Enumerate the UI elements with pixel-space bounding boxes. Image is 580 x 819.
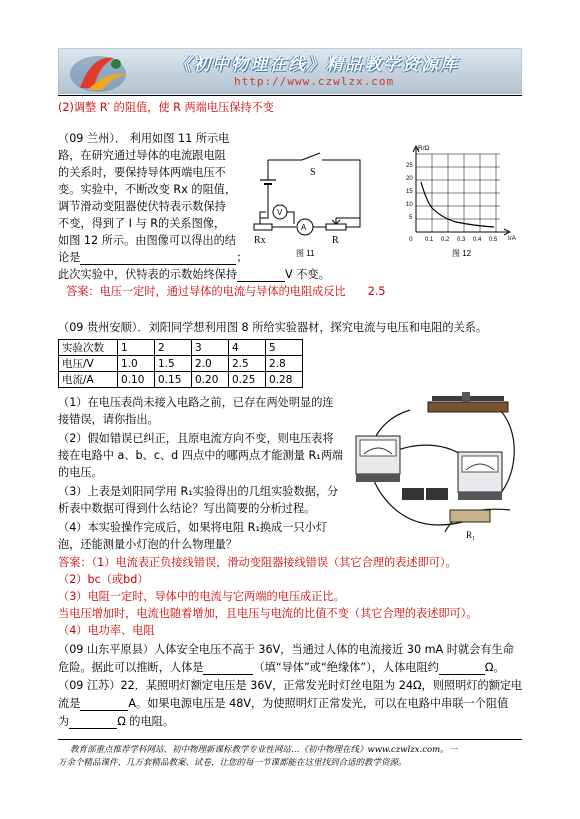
table-row [59,340,303,356]
table-row [59,372,303,388]
header-rule [58,95,522,96]
fig12-xtick: 0.4 [473,237,482,243]
q3-line-2 [58,661,505,675]
fig11-label-r: R [332,235,339,246]
table-cell: 0.20 [192,372,229,388]
q1-blank-conclusion[interactable] [80,252,236,265]
q3-prompt-mid: （填“导体”或“绝缘体”），人体电阻约 [253,661,439,674]
banner-title: 《初中物理在线》精品教学资源库 [174,55,459,75]
q2-data-table [58,339,303,388]
q3-blank-resistance[interactable] [439,662,485,675]
fig11-label-s: S [310,167,316,178]
q4-blank-resistance[interactable] [69,716,117,729]
fig12-caption: 图 12 [452,249,472,258]
q2-line: 接错误，请你指出。 [58,413,159,426]
fig12-xtick: 0.2 [441,237,450,243]
fig12-ylabel: R/Ω [418,145,430,152]
q2-line: 的电压。 [58,466,103,479]
table-cell: 2.8 [266,356,303,372]
fig12-ytick: 25 [406,163,413,169]
q2-line: 接在电路中 a、b、c、d 四点中的哪两点才能测量 R₁两端 [58,449,344,462]
table-cell: 4 [229,340,266,356]
q1-blank-voltage[interactable] [237,269,285,282]
q4-prompt-3: 为 [58,715,70,728]
table-cell: 0.25 [229,372,266,388]
q2-line: （2）假如错误已纠正，且原电流方向不变，则电压表将 [58,432,334,445]
q2-line: （1）在电压表尚未接入电路之前，已存在两处明显的连 [58,396,334,409]
q1-line: 不变，得到了 I 与 R的关系图像， [58,217,226,230]
table-cell: 0.15 [155,372,192,388]
table-cell: 3 [192,340,229,356]
q2-answer: 当电压增加时，电流也随着增加，且电压与电流的比值不变（其它合理的表述即可）。 [58,607,478,620]
footer-rule [58,739,522,740]
header-banner [58,48,522,94]
fig11-label-a: A [301,223,307,232]
q1-line-8 [58,251,248,265]
fig-label-r1: R₁ [466,530,476,540]
table-row-header: 电压/V [59,356,118,372]
q1-line: （09 兰州）． 利用如图 11 所示电 [58,132,230,145]
rheostat [428,392,508,412]
table-cell: 1.0 [118,356,155,372]
footer-line: 万余个精品课件、几万套精品教案、试卷，让您的每一节课都能在这里找到合适的教学资源。 [58,758,407,768]
q1-answer [66,285,386,299]
prev-item-text: (2)调整 R′ 的阻值，使 R 两端电压保持不变 [58,101,274,114]
banner-url[interactable]: http://www.czwlzx.com [234,75,395,88]
q1-line: 变。实验中，不断改变 Rx 的阻值， [58,183,237,196]
q4-unit: Ω 的电阻。 [117,715,175,728]
fig12-xtick: 0.3 [457,237,466,243]
table-cell: 5 [266,340,303,356]
q2-line: （3）上表是刘阳同学用 R₁实验得出的几组实验数据，分 [58,485,339,498]
q1-line: 路，在研究通过导体的电流跟电阻 [58,149,226,162]
q1-line: 如图 12 所示。由图像可以得出的结 [58,234,236,247]
q4-prompt-mid: A。如果电源电压是 48V，为使照明灯正常发光，可以在电路中串联一个阻值 [128,697,509,710]
fig12-xtick: 0.1 [425,237,434,243]
figure-11-circuit [240,140,380,258]
table-cell: 0.10 [118,372,155,388]
fig12-ytick: 5 [409,215,413,221]
q4-line-2 [58,697,508,711]
fig11-label-v: V [277,208,283,217]
fig12-origin: 0 [409,236,413,243]
q2-line: （4）本实验操作完成后，如果将电阻 R₁换成一只小灯 [58,521,328,534]
q2-answer: 答案：（1）电流表正负接线错误，滑动变阻器接线错误（其它合理的表述即可）。 [58,556,457,569]
resistor-r1 [450,510,490,522]
q1-line: 的关系时，要保持导体两端电压不 [58,166,226,179]
q1-voltage-unit: V 不变。 [285,268,330,281]
fig12-ytick: 10 [406,202,413,208]
q1-voltage-prompt: 此次实验中，伏特表的示数始终保持 [58,268,238,281]
q3-unit: Ω。 [484,661,505,674]
footer-line: 教育部重点推荐学科网站、初中物理新课标教学专业性网站…《初中物理在线》www.czwlzx.com。一 [70,745,458,755]
q2-answer: （4）电功率、电阻 [58,624,155,637]
figure-8-apparatus [350,392,526,544]
q1-answer-value: 2.5 [367,285,386,298]
fig12-xtick: 0.5 [489,237,498,243]
q3-prompt: 危险。据此可以推断，人体是 [58,661,204,674]
table-cell: 2 [155,340,192,356]
q1-answer-text: 答案：电压一定时，通过导体的电流与导体的电阻成反比 [66,285,346,298]
q4-line: （09 江苏）22．某照明灯额定电压是 36V，正常发光时灯丝电阻为 24Ω，则照明灯的额定电 [58,679,523,692]
fig12-ytick: 15 [406,189,413,195]
q4-line-3 [58,715,174,729]
table-cell: 0.28 [266,372,303,388]
ammeter [356,436,400,482]
q2-answer: （2）bc（或bd） [58,573,149,586]
table-cell: 2.0 [192,356,229,372]
q2-line: 析表中数据可得到什么结论？写出简要的分析过程。 [58,502,316,515]
q3-line: （09 山东平原县）人体安全电压不高于 36V，当通过人体的电流接近 30 mA 时就会有生命 [58,643,514,656]
q1-semicolon: ； [236,251,248,264]
fig11-caption: 图 11 [296,249,315,258]
table-row [59,356,303,372]
battery [402,488,448,500]
table-cell: 1.5 [155,356,192,372]
q4-prompt: 流是 [58,697,81,710]
table-row-header: 实验次数 [59,340,118,356]
fig11-label-rx: Rx [254,235,266,246]
q2-intro: （09 贵州安顺）．刘阳同学想利用图 8 所给实验器材，探究电流与电压和电阻的关系。 [58,321,488,334]
q4-blank-current[interactable] [80,698,128,711]
table-cell: 2.5 [229,356,266,372]
voltmeter [458,452,502,500]
q2-answer: （3）电阻一定时，导体中的电流与它两端的电压成正比。 [58,590,345,603]
q2-line: 泡，还能测量小灯泡的什么物理量？ [58,538,238,551]
q1-line: 调节滑动变阻器使伏特表示数保持 [58,200,226,213]
figure-12-graph [396,140,526,258]
table-row-header: 电流/A [59,372,118,388]
q1-conclusion-prompt: 论是 [58,251,81,264]
table-cell: 1 [118,340,155,356]
fig12-xlabel: I/A [508,235,516,242]
fig12-ytick: 20 [406,176,413,182]
q3-blank-conductor[interactable] [203,662,253,675]
q1-line-9 [58,268,330,282]
